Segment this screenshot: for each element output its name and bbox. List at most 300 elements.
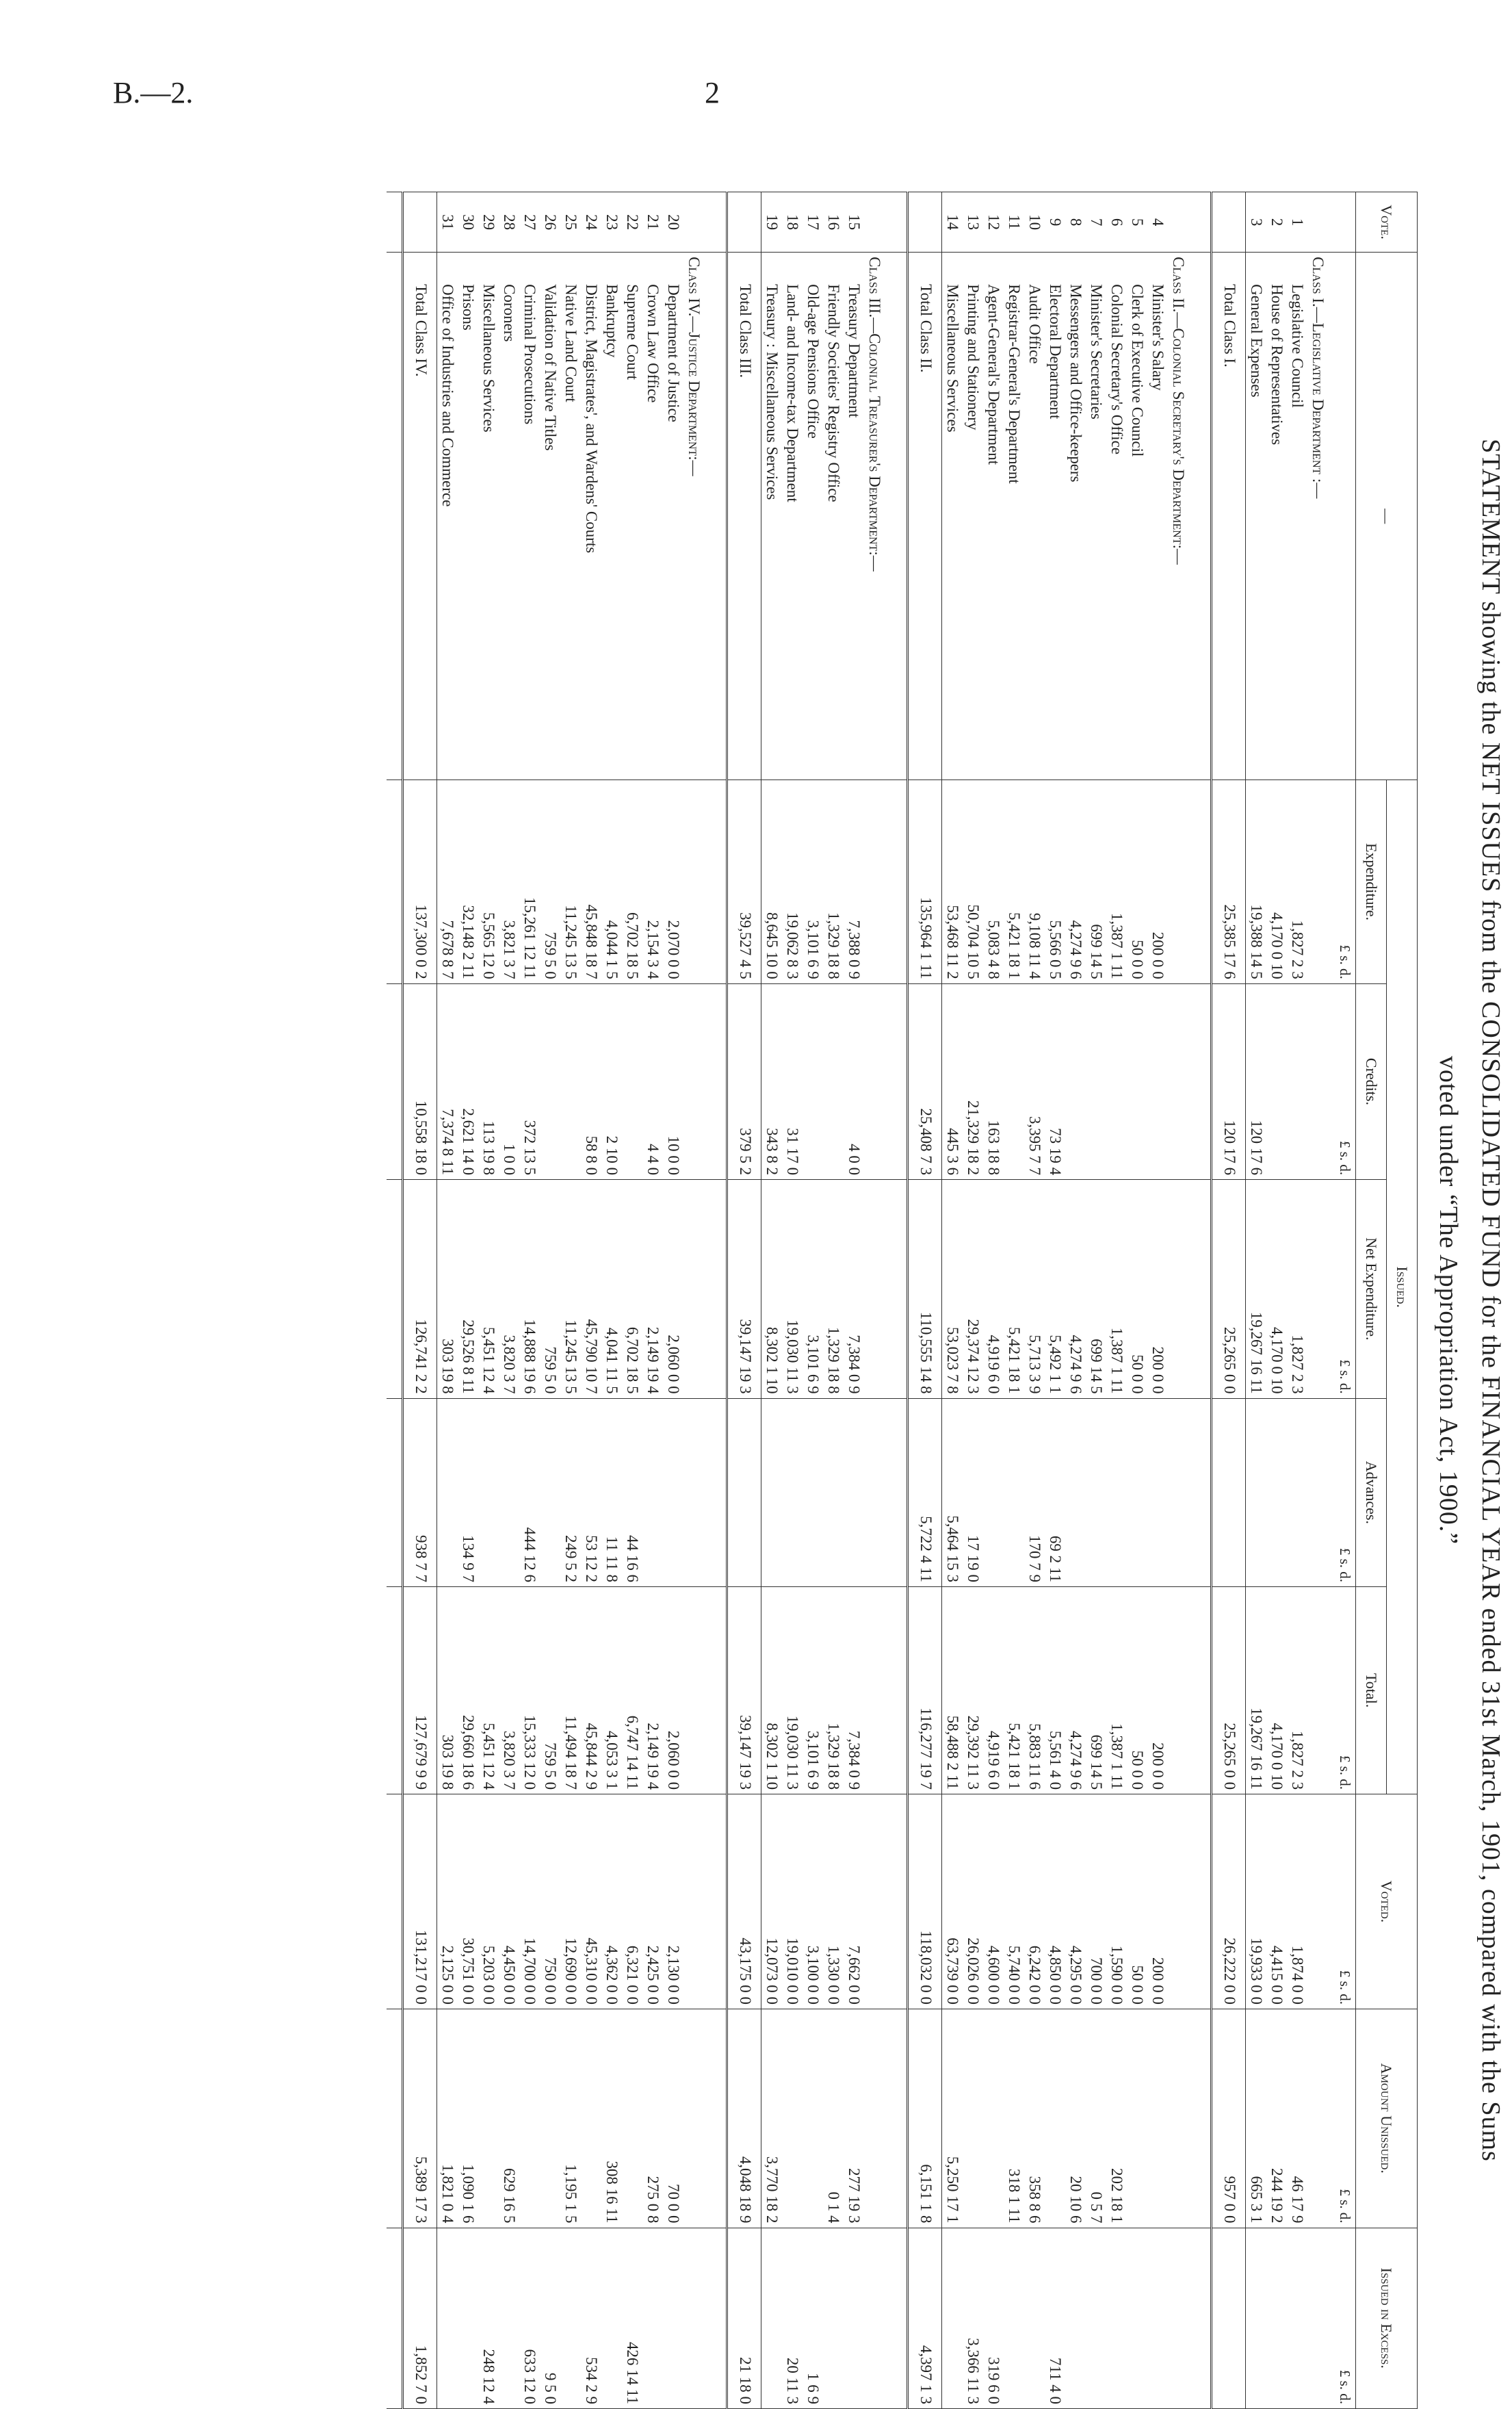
amount-exc bbox=[1004, 2228, 1024, 2408]
amount-exc: 534 2 9 bbox=[581, 2228, 601, 2408]
total-net: 25,265 0 0 bbox=[1212, 1180, 1246, 1398]
vote-number: 17 bbox=[803, 192, 823, 253]
amount-cred: 113 19 8 bbox=[478, 983, 499, 1179]
empty-cell bbox=[891, 253, 908, 780]
amount-net: 4,919 6 0 bbox=[983, 1180, 1004, 1398]
amount-exc bbox=[499, 2228, 519, 2408]
total-label: Total Class IV. bbox=[403, 253, 437, 780]
spacer-row bbox=[891, 192, 908, 2409]
statement-body bbox=[387, 192, 1335, 2409]
amount-exp: 699 14 5 bbox=[1086, 780, 1106, 983]
amount-tot: 8,302 1 10 bbox=[761, 1587, 783, 1794]
amount-unis bbox=[1127, 2009, 1147, 2228]
table-row bbox=[844, 192, 864, 2409]
spacer-row bbox=[711, 192, 727, 2409]
amount-exp: 7,678 8 7 bbox=[437, 780, 458, 983]
vote-description: Old-age Pensions Office bbox=[803, 253, 823, 780]
amount-tot: 29,660 18 6 bbox=[458, 1587, 478, 1794]
amount-unis: 358 8 6 bbox=[1024, 2009, 1045, 2228]
amount-voted: 19,933 0 0 bbox=[1246, 1794, 1267, 2009]
amount-net: 8,302 1 10 bbox=[761, 1180, 783, 1398]
col-unissued: Amount Unissued. bbox=[1356, 2009, 1418, 2228]
amount-tot: 50 0 0 bbox=[1127, 1587, 1147, 1794]
empty-cell bbox=[711, 1794, 727, 2009]
total-cred: 120 17 6 bbox=[1212, 983, 1246, 1179]
total-unis: 957 0 0 bbox=[1212, 2009, 1246, 2228]
amount-voted: 12,073 0 0 bbox=[761, 1794, 783, 2009]
amount-adv: 53 12 2 bbox=[581, 1398, 601, 1586]
vote-description: Audit Office bbox=[1024, 253, 1045, 780]
amount-tot: 2,060 0 0 bbox=[663, 1587, 683, 1794]
empty-cell bbox=[387, 1398, 403, 1586]
amount-tot: 3,820 3 7 bbox=[499, 1587, 519, 1794]
amount-exp: 8,645 10 0 bbox=[761, 780, 783, 983]
amount-exc bbox=[1147, 2228, 1168, 2408]
amount-net: 5,713 3 9 bbox=[1024, 1180, 1045, 1398]
vote-number: 19 bbox=[761, 192, 783, 253]
table-row bbox=[782, 192, 803, 2409]
vote-description: Validation of Native Titles bbox=[540, 253, 560, 780]
empty-cell bbox=[891, 1398, 908, 1586]
amount-voted: 12,690 0 0 bbox=[560, 1794, 581, 2009]
empty-cell bbox=[891, 2009, 908, 2228]
empty-cell bbox=[1195, 192, 1212, 253]
vote-number: 23 bbox=[601, 192, 622, 253]
vote-number: 11 bbox=[1004, 192, 1024, 253]
empty-cell bbox=[1195, 253, 1212, 780]
empty-cell bbox=[1307, 983, 1335, 1179]
amount-net: 1,387 1 11 bbox=[1106, 1180, 1127, 1398]
amount-exp: 1,387 1 11 bbox=[1106, 780, 1127, 983]
empty-cell bbox=[727, 192, 761, 253]
empty-cell bbox=[1195, 1398, 1212, 1586]
amount-exp: 5,421 18 1 bbox=[1004, 780, 1024, 983]
amount-exc bbox=[560, 2228, 581, 2408]
vote-number: 9 bbox=[1045, 192, 1065, 253]
vote-description: Coroners bbox=[499, 253, 519, 780]
class-total-row bbox=[727, 192, 761, 2409]
empty-cell bbox=[1168, 1794, 1195, 2009]
amount-exc: 711 4 0 bbox=[1045, 2228, 1065, 2408]
amount-exc bbox=[1106, 2228, 1127, 2408]
amount-exp: 1,827 2 3 bbox=[1287, 780, 1307, 983]
total-adv: 938 7 7 bbox=[403, 1398, 437, 1586]
amount-exc bbox=[761, 2228, 783, 2408]
amount-net: 5,451 12 4 bbox=[478, 1180, 499, 1398]
empty-cell bbox=[1307, 192, 1335, 253]
empty-cell bbox=[1195, 1794, 1212, 2009]
amount-cred bbox=[622, 983, 642, 1179]
amount-cred: 21,329 18 2 bbox=[963, 983, 983, 1179]
vote-number: 10 bbox=[1024, 192, 1045, 253]
empty-cell bbox=[387, 192, 403, 253]
table-row bbox=[581, 192, 601, 2409]
amount-unis: 202 18 1 bbox=[1106, 2009, 1127, 2228]
vote-description: Minister's Secretaries bbox=[1086, 253, 1106, 780]
amount-exp: 7,388 0 9 bbox=[844, 780, 864, 983]
amount-net: 303 19 8 bbox=[437, 1180, 458, 1398]
class-heading-row bbox=[864, 192, 891, 2409]
vote-number: 26 bbox=[540, 192, 560, 253]
amount-net: 3,101 6 9 bbox=[803, 1180, 823, 1398]
amount-unis bbox=[803, 2009, 823, 2228]
amount-adv: 249 5 2 bbox=[560, 1398, 581, 1586]
empty-cell bbox=[891, 2228, 908, 2408]
amount-exc bbox=[1065, 2228, 1086, 2408]
amount-tot: 7,384 0 9 bbox=[844, 1587, 864, 1794]
amount-net: 11,245 13 5 bbox=[560, 1180, 581, 1398]
amount-exc bbox=[663, 2228, 683, 2408]
amount-cred bbox=[1106, 983, 1127, 1179]
table-row bbox=[519, 192, 540, 2409]
total-voted: 131,217 0 0 bbox=[403, 1794, 437, 2009]
vote-number: 22 bbox=[622, 192, 642, 253]
empty-cell bbox=[1168, 2228, 1195, 2408]
table-row bbox=[983, 192, 1004, 2409]
amount-cred: 1 0 0 bbox=[499, 983, 519, 1179]
vote-number: 1 bbox=[1287, 192, 1307, 253]
vote-description: Bankruptcy bbox=[601, 253, 622, 780]
empty-cell bbox=[864, 1794, 891, 2009]
amount-adv bbox=[478, 1398, 499, 1586]
amount-exc: 1 6 9 bbox=[803, 2228, 823, 2408]
unit-label: £ s. d. bbox=[1335, 2009, 1356, 2228]
empty-cell bbox=[1307, 1180, 1335, 1398]
empty-cell bbox=[387, 780, 403, 983]
class-heading: Class II.—Colonial Secretary's Department:— bbox=[1168, 253, 1195, 780]
vote-description: Friendly Societies' Registry Office bbox=[823, 253, 844, 780]
amount-adv bbox=[1127, 1398, 1147, 1586]
total-exc: 4,397 1 3 bbox=[908, 2228, 942, 2408]
amount-tot: 58,488 2 11 bbox=[942, 1587, 963, 1794]
amount-voted: 30,751 0 0 bbox=[458, 1794, 478, 2009]
amount-net: 5,492 1 1 bbox=[1045, 1180, 1065, 1398]
amount-unis bbox=[782, 2009, 803, 2228]
class-total-row bbox=[908, 192, 942, 2409]
amount-tot: 1,329 18 8 bbox=[823, 1587, 844, 1794]
empty-cell bbox=[683, 2228, 711, 2408]
amount-exp: 53,468 11 2 bbox=[942, 780, 963, 983]
vote-number: 18 bbox=[782, 192, 803, 253]
empty-cell bbox=[683, 1398, 711, 1586]
table-row bbox=[1065, 192, 1086, 2409]
amount-net: 2,149 19 4 bbox=[642, 1180, 663, 1398]
amount-tot: 45,844 2 9 bbox=[581, 1587, 601, 1794]
empty-cell bbox=[711, 1180, 727, 1398]
amount-tot: 4,919 6 0 bbox=[983, 1587, 1004, 1794]
vote-number: 13 bbox=[963, 192, 983, 253]
total-tot: 39,147 19 3 bbox=[727, 1587, 761, 1794]
amount-cred: 120 17 6 bbox=[1246, 983, 1267, 1179]
amount-exp: 2,154 3 4 bbox=[642, 780, 663, 983]
amount-exc: 426 14 11 bbox=[622, 2228, 642, 2408]
amount-exc bbox=[1086, 2228, 1106, 2408]
table-row bbox=[761, 192, 783, 2409]
table-row bbox=[499, 192, 519, 2409]
amount-cred: 31 17 0 bbox=[782, 983, 803, 1179]
amount-unis: 1,090 1 6 bbox=[458, 2009, 478, 2228]
empty-cell bbox=[1168, 1398, 1195, 1586]
empty-cell bbox=[1307, 1398, 1335, 1586]
vote-description: House of Representatives bbox=[1266, 253, 1287, 780]
amount-cred bbox=[823, 983, 844, 1179]
vote-number: 30 bbox=[458, 192, 478, 253]
table-row bbox=[1266, 192, 1287, 2409]
amount-unis: 629 16 5 bbox=[499, 2009, 519, 2228]
vote-description: Supreme Court bbox=[622, 253, 642, 780]
empty-cell bbox=[1168, 2009, 1195, 2228]
amount-adv bbox=[1147, 1398, 1168, 1586]
amount-tot: 11,494 18 7 bbox=[560, 1587, 581, 1794]
amount-tot: 29,392 11 3 bbox=[963, 1587, 983, 1794]
empty-cell bbox=[891, 1794, 908, 2009]
empty-cell bbox=[1168, 192, 1195, 253]
amount-adv: 5,464 15 3 bbox=[942, 1398, 963, 1586]
amount-voted: 6,242 0 0 bbox=[1024, 1794, 1045, 2009]
vote-description: Miscellaneous Services bbox=[942, 253, 963, 780]
table-row bbox=[622, 192, 642, 2409]
amount-cred: 372 13 5 bbox=[519, 983, 540, 1179]
total-unis: 6,151 1 8 bbox=[908, 2009, 942, 2228]
total-exc: 1,852 7 0 bbox=[403, 2228, 437, 2408]
empty-cell bbox=[683, 2009, 711, 2228]
amount-tot: 759 5 0 bbox=[540, 1587, 560, 1794]
empty-cell bbox=[1307, 2228, 1335, 2408]
empty-cell bbox=[864, 780, 891, 983]
amount-unis: 20 10 6 bbox=[1065, 2009, 1086, 2228]
total-cred: 25,408 7 3 bbox=[908, 983, 942, 1179]
amount-adv bbox=[1086, 1398, 1106, 1586]
amount-cred: 4 0 0 bbox=[844, 983, 864, 1179]
class-heading: Class III.—Colonial Treasurer's Department:— bbox=[864, 253, 891, 780]
empty-cell bbox=[864, 983, 891, 1179]
spacer-row bbox=[387, 192, 403, 2409]
amount-voted: 6,321 0 0 bbox=[622, 1794, 642, 2009]
amount-exp: 2,070 0 0 bbox=[663, 780, 683, 983]
amount-cred: 343 8 2 bbox=[761, 983, 783, 1179]
vote-number: 4 bbox=[1147, 192, 1168, 253]
amount-voted: 4,415 0 0 bbox=[1266, 1794, 1287, 2009]
table-row bbox=[1147, 192, 1168, 2409]
vote-description: Printing and Stationery bbox=[963, 253, 983, 780]
amount-voted: 1,874 0 0 bbox=[1287, 1794, 1307, 2009]
amount-exc bbox=[1127, 2228, 1147, 2408]
empty-cell bbox=[891, 780, 908, 983]
amount-voted: 7,662 0 0 bbox=[844, 1794, 864, 2009]
amount-voted: 4,450 0 0 bbox=[499, 1794, 519, 2009]
empty-cell bbox=[908, 192, 942, 253]
amount-tot: 6,747 14 11 bbox=[622, 1587, 642, 1794]
empty-cell bbox=[683, 1587, 711, 1794]
total-unis: 5,389 17 3 bbox=[403, 2009, 437, 2228]
amount-adv bbox=[761, 1398, 783, 1586]
empty-cell bbox=[387, 2009, 403, 2228]
vote-number: 2 bbox=[1266, 192, 1287, 253]
total-tot: 25,265 0 0 bbox=[1212, 1587, 1246, 1794]
amount-adv bbox=[983, 1398, 1004, 1586]
amount-adv bbox=[803, 1398, 823, 1586]
unit-label: £ s. d. bbox=[1335, 1587, 1356, 1794]
amount-unis: 665 3 1 bbox=[1246, 2009, 1267, 2228]
amount-voted: 1,590 0 0 bbox=[1106, 1794, 1127, 2009]
total-net: 39,147 19 3 bbox=[727, 1180, 761, 1398]
class-heading: Class IV.—Justice Department:— bbox=[683, 253, 711, 780]
vote-number: 8 bbox=[1065, 192, 1086, 253]
amount-tot: 4,053 3 1 bbox=[601, 1587, 622, 1794]
amount-adv bbox=[1246, 1398, 1267, 1586]
title-line-1: STATEMENT showing the NET ISSUES from the CONSOLIDATED FUND for the FINANCIAL YEAR ended 31st March, 1901, compared with the Sums bbox=[1476, 439, 1505, 2162]
table-row bbox=[1086, 192, 1106, 2409]
amount-exc: 248 12 4 bbox=[478, 2228, 499, 2408]
amount-voted: 4,362 0 0 bbox=[601, 1794, 622, 2009]
empty-cell bbox=[683, 1180, 711, 1398]
amount-exc bbox=[823, 2228, 844, 2408]
amount-voted: 4,295 0 0 bbox=[1065, 1794, 1086, 2009]
total-label: Total Class III. bbox=[727, 253, 761, 780]
amount-tot: 3,101 6 9 bbox=[803, 1587, 823, 1794]
amount-net: 19,030 11 3 bbox=[782, 1180, 803, 1398]
amount-exp: 32,148 2 11 bbox=[458, 780, 478, 983]
vote-description: General Expenses bbox=[1246, 253, 1267, 780]
amount-adv bbox=[642, 1398, 663, 1586]
unit-label: £ s. d. bbox=[1335, 2228, 1356, 2408]
total-tot: 116,277 19 7 bbox=[908, 1587, 942, 1794]
amount-cred: 10 0 0 bbox=[663, 983, 683, 1179]
total-tot: 127,679 9 9 bbox=[403, 1587, 437, 1794]
amount-exp: 9,108 11 4 bbox=[1024, 780, 1045, 983]
amount-exp: 4,274 9 6 bbox=[1065, 780, 1086, 983]
amount-unis bbox=[1045, 2009, 1065, 2228]
amount-cred: 7,374 8 11 bbox=[437, 983, 458, 1179]
empty-cell bbox=[864, 2009, 891, 2228]
amount-exp: 4,044 1 5 bbox=[601, 780, 622, 983]
empty-cell bbox=[387, 1587, 403, 1794]
amount-net: 45,790 10 7 bbox=[581, 1180, 601, 1398]
table-row bbox=[1287, 192, 1307, 2409]
amount-exp: 759 5 0 bbox=[540, 780, 560, 983]
amount-adv bbox=[823, 1398, 844, 1586]
amount-adv: 17 19 0 bbox=[963, 1398, 983, 1586]
amount-tot: 699 14 5 bbox=[1086, 1587, 1106, 1794]
total-exc bbox=[1212, 2228, 1246, 2408]
table-row bbox=[1127, 192, 1147, 2409]
amount-exp: 4,170 0 10 bbox=[1266, 780, 1287, 983]
col-excess: Issued in Excess. bbox=[1356, 2228, 1418, 2408]
amount-exp: 19,062 8 3 bbox=[782, 780, 803, 983]
vote-number: 3 bbox=[1246, 192, 1267, 253]
table-row bbox=[803, 192, 823, 2409]
total-cred: 10,558 18 0 bbox=[403, 983, 437, 1179]
amount-tot: 200 0 0 bbox=[1147, 1587, 1168, 1794]
table-row bbox=[458, 192, 478, 2409]
vote-description: Miscellaneous Services bbox=[478, 253, 499, 780]
amount-adv: 11 11 8 bbox=[601, 1398, 622, 1586]
amount-voted: 4,600 0 0 bbox=[983, 1794, 1004, 2009]
vote-description: Minister's Salary bbox=[1147, 253, 1168, 780]
amount-exp: 200 0 0 bbox=[1147, 780, 1168, 983]
amount-exc bbox=[458, 2228, 478, 2408]
amount-cred: 163 18 8 bbox=[983, 983, 1004, 1179]
vote-description: Registrar-General's Department bbox=[1004, 253, 1024, 780]
empty-cell bbox=[387, 983, 403, 1179]
total-exp: 39,527 4 5 bbox=[727, 780, 761, 983]
empty-cell bbox=[1168, 983, 1195, 1179]
amount-exp: 5,566 0 5 bbox=[1045, 780, 1065, 983]
amount-exc bbox=[1246, 2228, 1267, 2408]
amount-voted: 26,026 0 0 bbox=[963, 1794, 983, 2009]
vote-description: Legislative Council bbox=[1287, 253, 1307, 780]
amount-adv bbox=[782, 1398, 803, 1586]
amount-tot: 15,333 12 0 bbox=[519, 1587, 540, 1794]
amount-cred bbox=[1287, 983, 1307, 1179]
vote-description: Prisons bbox=[458, 253, 478, 780]
table-row bbox=[540, 192, 560, 2409]
total-net: 126,741 2 2 bbox=[403, 1180, 437, 1398]
amount-unis: 308 16 11 bbox=[601, 2009, 622, 2228]
vote-number: 29 bbox=[478, 192, 499, 253]
vote-description: Treasury : Miscellaneous Services bbox=[761, 253, 783, 780]
amount-net: 1,329 18 8 bbox=[823, 1180, 844, 1398]
amount-tot: 1,387 1 11 bbox=[1106, 1587, 1127, 1794]
empty-cell bbox=[683, 1794, 711, 2009]
empty-cell bbox=[711, 253, 727, 780]
amount-exp: 45,848 18 7 bbox=[581, 780, 601, 983]
amount-exc bbox=[1024, 2228, 1045, 2408]
amount-cred: 445 3 6 bbox=[942, 983, 963, 1179]
amount-voted: 45,310 0 0 bbox=[581, 1794, 601, 2009]
amount-exp: 50,704 10 5 bbox=[963, 780, 983, 983]
empty-cell bbox=[387, 253, 403, 780]
table-row bbox=[942, 192, 963, 2409]
amount-unis bbox=[540, 2009, 560, 2228]
amount-unis: 275 0 8 bbox=[642, 2009, 663, 2228]
amount-unis bbox=[622, 2009, 642, 2228]
amount-cred: 2,621 14 0 bbox=[458, 983, 478, 1179]
empty-cell bbox=[403, 192, 437, 253]
amount-adv bbox=[540, 1398, 560, 1586]
amount-net: 19,267 16 11 bbox=[1246, 1180, 1267, 1398]
amount-net: 3,820 3 7 bbox=[499, 1180, 519, 1398]
vote-number: 12 bbox=[983, 192, 1004, 253]
amount-exp: 11,245 13 5 bbox=[560, 780, 581, 983]
class-heading-row bbox=[683, 192, 711, 2409]
amount-voted: 3,100 0 0 bbox=[803, 1794, 823, 2009]
unit-label: £ s. d. bbox=[1335, 1180, 1356, 1398]
col-credits: Credits. bbox=[1356, 983, 1387, 1179]
amount-net: 759 5 0 bbox=[540, 1180, 560, 1398]
amount-tot: 19,030 11 3 bbox=[782, 1587, 803, 1794]
amount-unis bbox=[478, 2009, 499, 2228]
amount-cred bbox=[803, 983, 823, 1179]
amount-exc bbox=[942, 2228, 963, 2408]
amount-exc bbox=[437, 2228, 458, 2408]
amount-exc bbox=[601, 2228, 622, 2408]
amount-net: 5,421 18 1 bbox=[1004, 1180, 1024, 1398]
amount-voted: 63,739 0 0 bbox=[942, 1794, 963, 2009]
page-number: 2 bbox=[705, 76, 720, 110]
amount-net: 4,170 0 10 bbox=[1266, 1180, 1287, 1398]
total-cred: 379 5 2 bbox=[727, 983, 761, 1179]
col-total: Total. bbox=[1356, 1587, 1387, 1794]
table-row bbox=[1106, 192, 1127, 2409]
statement-table bbox=[387, 192, 1418, 2409]
vote-description: Department of Justice bbox=[663, 253, 683, 780]
amount-unis: 0 5 7 bbox=[1086, 2009, 1106, 2228]
amount-exc bbox=[1287, 2228, 1307, 2408]
amount-adv bbox=[437, 1398, 458, 1586]
empty-cell bbox=[1212, 192, 1246, 253]
amount-cred bbox=[1065, 983, 1086, 1179]
